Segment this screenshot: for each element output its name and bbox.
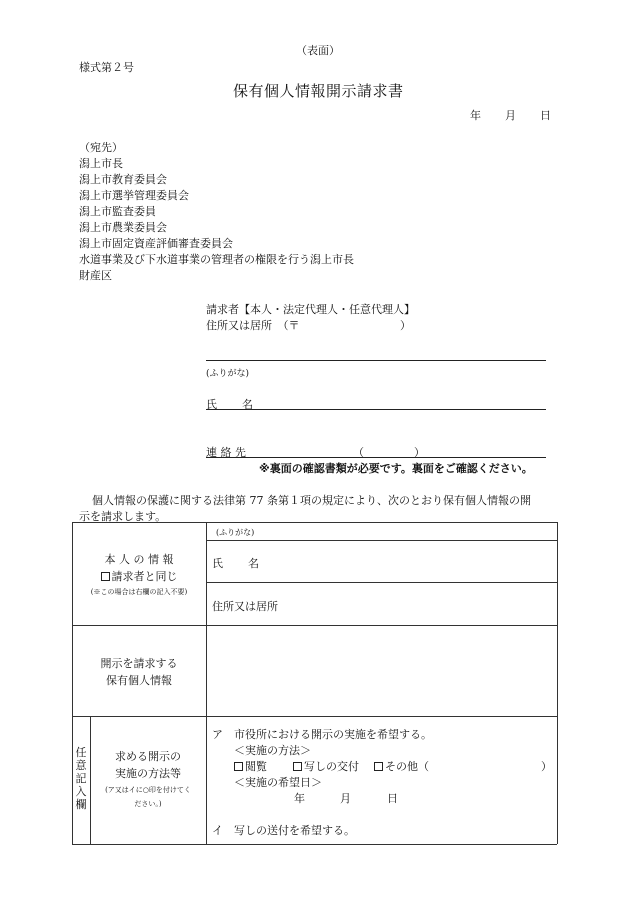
date-year-label: 年 — [470, 109, 481, 122]
requester-name-label-1: 氏 — [206, 398, 217, 411]
contact-paren-open: （ — [353, 446, 364, 459]
date-month-label: 月 — [505, 109, 516, 122]
addressee-item: 潟上市固定資産評価審査委員会 — [79, 237, 233, 250]
form-number: 様式第２号 — [79, 61, 134, 74]
side-label: （表面） — [296, 44, 340, 57]
option-i-text: 写しの送付を希望する。 — [234, 824, 355, 837]
addressee-label: （宛先） — [79, 141, 123, 154]
method-label-line-2: 実施の方法等 — [115, 767, 181, 780]
intro-line-1: 個人情報の保護に関する法律第 77 条第１項の規定により、次のとおり保有個人情報の開 — [92, 494, 531, 507]
requester-contact-label: 連 絡 先 — [206, 446, 246, 459]
requester-name-label-2: 名 — [242, 398, 253, 411]
disclosure-label-line-1: 開示を請求する — [100, 657, 178, 670]
same-as-requester-label: 請求者と同じ — [111, 570, 178, 583]
checkbox-copy-option[interactable] — [293, 758, 359, 774]
requester-address-field[interactable] — [206, 360, 546, 361]
checkbox-other-label: その他（ — [385, 760, 429, 773]
option-a-marker[interactable]: ア — [212, 728, 223, 741]
page-title: 保有個人情報開示請求書 — [233, 82, 404, 100]
table-section-divider-1 — [72, 625, 557, 626]
table-section-divider-2 — [72, 716, 557, 717]
person-address-label: 住所又は居所 — [212, 600, 278, 613]
checkbox-view-option[interactable] — [234, 758, 267, 774]
checkbox-copy-label: 写しの交付 — [304, 760, 359, 773]
requester-label: 請求者【本人・法定代理人・任意代理人】 — [206, 303, 415, 316]
disclosure-label-line-2: 保有個人情報 — [106, 674, 172, 687]
date-day-label: 日 — [540, 109, 551, 122]
addressee-item: 潟上市農業委員会 — [79, 221, 167, 234]
intro-line-2: 示を請求します。 — [79, 510, 167, 523]
optional-vertical-label: 任意記入欄 — [75, 746, 87, 811]
requester-address-label: 住所又は居所 （〒 — [206, 319, 300, 332]
same-as-requester-checkbox[interactable] — [101, 572, 110, 581]
checkbox-other[interactable] — [374, 762, 383, 771]
option-a-text: 市役所における開示の実施を希望する。 — [234, 728, 432, 741]
addressee-item: 潟上市長 — [79, 157, 123, 170]
addressee-item: 潟上市選挙管理委員会 — [79, 189, 189, 202]
checkbox-other-option[interactable] — [374, 758, 429, 774]
requester-name-field[interactable] — [206, 409, 546, 410]
table-right-border — [557, 522, 558, 844]
person-name-label-2: 名 — [248, 557, 259, 570]
method-note-line-1: (ア又はイに○印を付けてく — [105, 786, 191, 794]
desired-date-year: 年 — [294, 792, 305, 805]
id-document-notice: ※裏面の確認書類が必要です。裏面をご確認ください。 — [259, 462, 533, 475]
contact-paren-close: ） — [414, 446, 425, 459]
person-furigana-label: (ふりがな) — [216, 528, 255, 537]
table-top-border — [72, 522, 557, 523]
desired-date-month: 月 — [340, 792, 351, 805]
person-info-title: 本 人 の 情 報 — [104, 553, 174, 566]
desired-date-header: ＜実施の希望日＞ — [234, 776, 322, 789]
same-as-requester-option[interactable] — [72, 568, 206, 584]
option-i-marker[interactable]: イ — [212, 824, 223, 837]
desired-date-day: 日 — [387, 792, 398, 805]
addressee-item: 潟上市教育委員会 — [79, 173, 167, 186]
table-furigana-divider — [206, 540, 557, 541]
disclosure-info-field[interactable] — [208, 627, 555, 714]
requester-address-close: ） — [400, 319, 411, 332]
other-close-paren: ） — [541, 760, 552, 773]
table-column-divider — [206, 522, 207, 844]
addressee-item: 水道事業及び下水道事業の管理者の権限を行う潟上市長 — [79, 253, 354, 266]
same-as-requester-note: (※この場合は右欄の記入不要) — [90, 588, 188, 596]
method-header: ＜実施の方法＞ — [234, 744, 311, 757]
requester-contact-field[interactable] — [206, 457, 546, 458]
person-name-label-1: 氏 — [212, 557, 223, 570]
method-note-line-2: ださい。) — [134, 800, 162, 808]
addressee-item: 潟上市監査委員 — [79, 205, 156, 218]
checkbox-copy[interactable] — [293, 762, 302, 771]
checkbox-view[interactable] — [234, 762, 243, 771]
table-bottom-border — [72, 844, 557, 845]
addressee-item: 財産区 — [79, 269, 112, 282]
table-name-divider — [206, 582, 557, 583]
requester-furigana-label: (ふりがな) — [206, 369, 250, 379]
method-label-line-1: 求める開示の — [115, 750, 181, 763]
checkbox-view-label: 閲覧 — [245, 760, 267, 773]
